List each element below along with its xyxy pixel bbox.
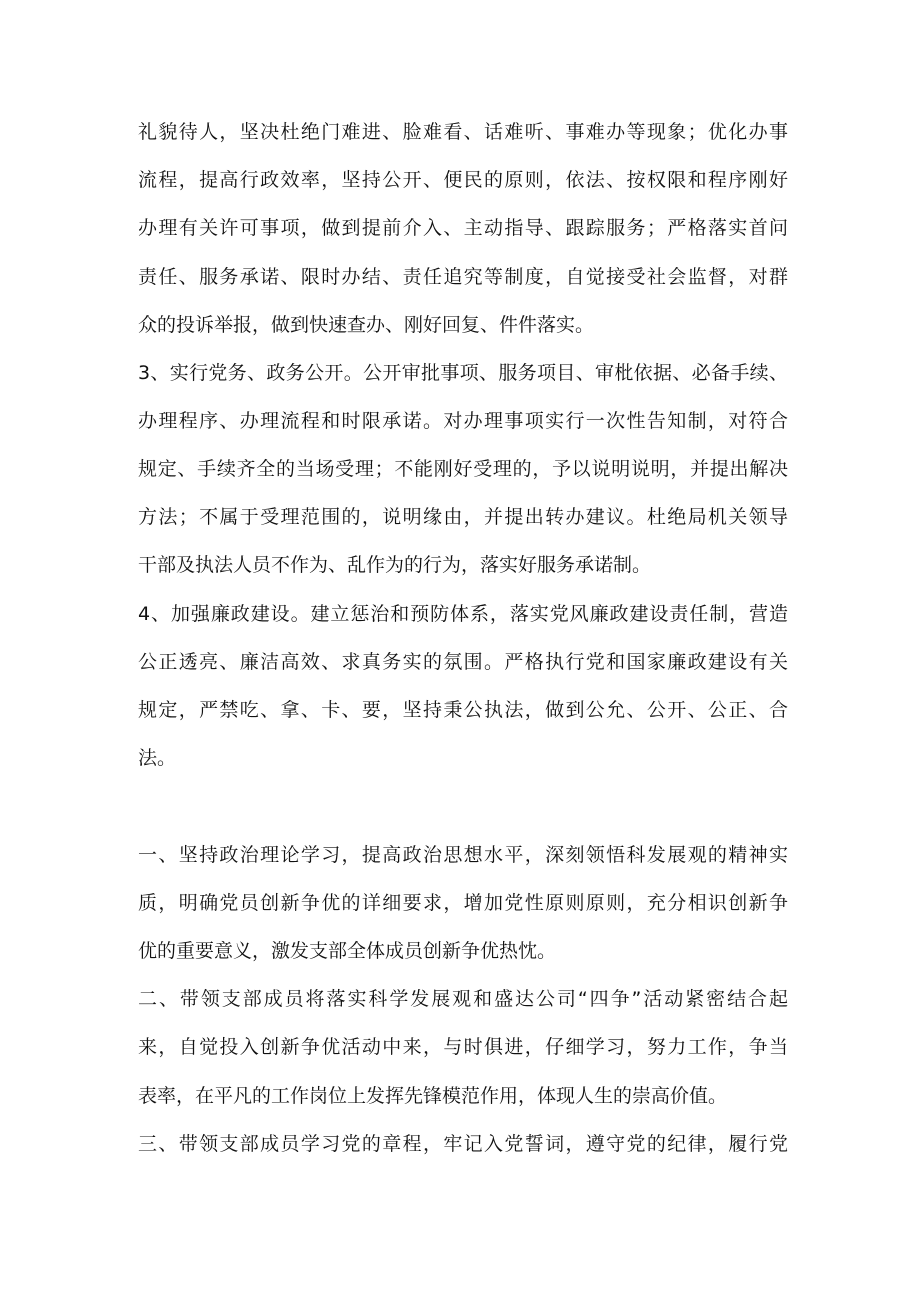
text-line: 3、实行党务、政务公开。公开审批事项、服务项目、审枇依据、必备手续、 [138,362,788,384]
text-line: 一、坚持政治理论学习，提高政治思想水平，深刻领悟科发展观的精神实 [138,844,788,866]
text-line: 二、带领支部成员将落实科学发展观和盛达公司“四争”活动紧密结合起 [138,988,788,1010]
text-line: 公正透亮、廉洁高效、求真务实的氛围。严格执行党和国家廉政建设有关 [138,651,788,673]
text-line: 法。 [138,747,177,769]
text-line: 方法；不属于受理范围的，说明缘由，并提出转办建议。杜绝局机关领导 [138,506,788,528]
text-line: 礼貌待人，坚决杜绝门难进、脸难看、话难听、事难办等现象；优化办事 [138,121,788,143]
text-line: 规定、手续齐全的当场受理；不能刚好受理的，予以说明说明，并提出解决 [138,458,788,480]
text-line: 三、带领支部成员学习党的章程，牢记入党誓词，遵守党的纪律，履行党 [138,1133,788,1155]
text-line: 表率，在平凡的工作岗位上发挥先锋模范作用，体现人生的崇高价值。 [138,1085,728,1107]
text-line: 干部及执法人员不作为、乱作为的行为，落实好服务承诺制。 [138,554,652,576]
text-line: 众的投诉举报，做到快速查办、刚好回复、件件落实。 [138,314,595,336]
text-line: 办理程序、办理流程和时限承诺。对办理事项实行一次性告知制，对符合 [138,410,788,432]
text-line: 流程，提高行政效率，坚持公开、便民的原则，依法、按权限和程序刚好 [138,169,788,191]
text-line: 来，自觉投入创新争优活动中来，与时俱进，仔细学习，努力工作，争当 [138,1036,788,1058]
text-line: 规定，严禁吃、拿、卡、要，坚持秉公执法，做到公允、公开、公正、合 [138,699,788,721]
text-line: 办理有关许可事项，做到提前介入、主动指导、跟踪服务；严格落实首问 [138,217,788,239]
text-line: 4、加强廉政建设。建立惩治和预防体系，落实党风廉政建设责任制，营造 [138,603,788,625]
text-line: 质，明确党员创新争优的详细要求，增加党性原则原则，充分相识创新争 [138,892,788,914]
text-line: 优的重要意义，激发支部全体成员创新争优热忱。 [138,940,557,962]
text-line: 责任、服务承诺、限时办结、责任追究等制度，自觉接受社会监督，对群 [138,266,788,288]
